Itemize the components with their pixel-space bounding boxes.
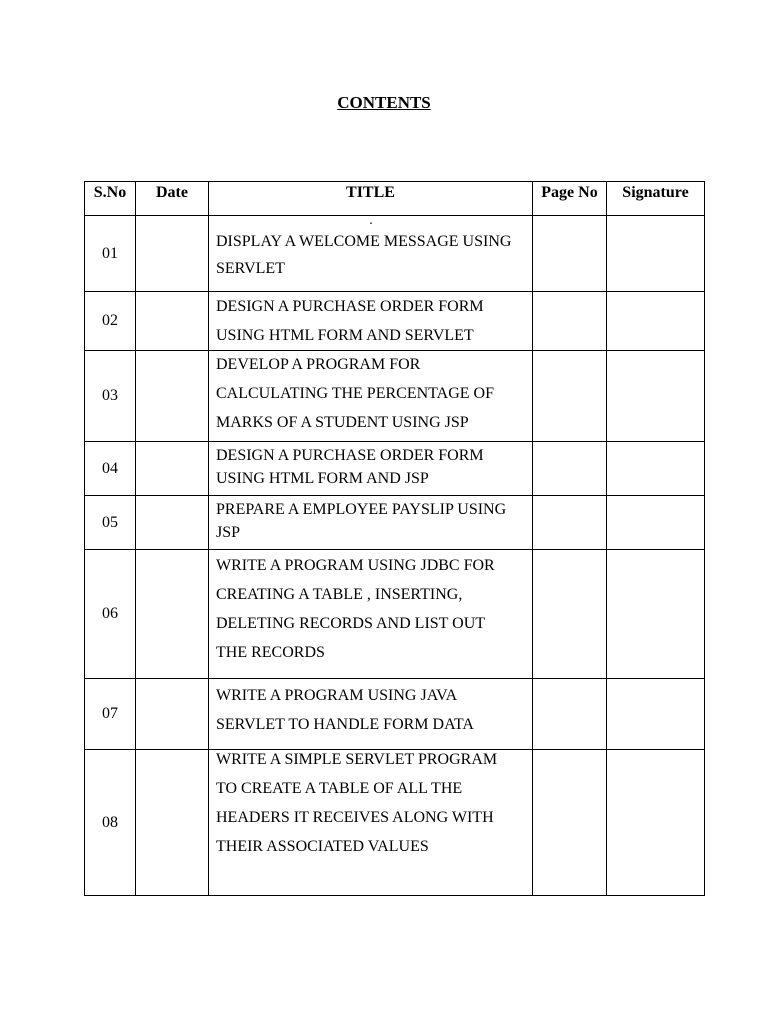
row-sno: 05 [85, 496, 136, 550]
row-date [136, 750, 209, 896]
column-header-title: TITLE [209, 182, 533, 216]
title-line: DELETING RECORDS AND LIST OUT [216, 615, 486, 632]
row-title [209, 750, 533, 896]
row-signature [607, 750, 705, 896]
row-signature [607, 442, 705, 496]
table-row [85, 679, 705, 750]
row-signature [607, 292, 705, 351]
row-title [209, 679, 533, 750]
row-sno: 07 [85, 679, 136, 750]
row-page-no [533, 750, 607, 896]
row-title [209, 496, 533, 550]
row-page-no [533, 351, 607, 442]
row-title [209, 292, 533, 351]
title-line: USING HTML FORM AND JSP [216, 470, 429, 487]
row-date [136, 550, 209, 679]
title-line: SERVLET [216, 260, 285, 277]
row-page-no [533, 496, 607, 550]
row-signature [607, 351, 705, 442]
row-sno: 06 [85, 550, 136, 679]
title-line: HEADERS IT RECEIVES ALONG WITH [216, 809, 494, 826]
column-header-page-no: Page No [533, 182, 607, 216]
title-line: WRITE A SIMPLE SERVLET PROGRAM [216, 751, 498, 768]
table-row [85, 292, 705, 351]
row-sno: 04 [85, 442, 136, 496]
table-row [85, 216, 705, 292]
row-sno: 01 [85, 216, 136, 292]
row-date [136, 292, 209, 351]
title-line: SERVLET TO HANDLE FORM DATA [216, 716, 474, 733]
contents-table [84, 181, 705, 896]
header-row [85, 182, 705, 216]
table-row [85, 496, 705, 550]
row-signature [607, 550, 705, 679]
row-signature [607, 679, 705, 750]
row-date [136, 442, 209, 496]
row-page-no [533, 216, 607, 292]
column-header-sno: S.No [85, 182, 136, 216]
row-page-no [533, 292, 607, 351]
row-date [136, 679, 209, 750]
table-row [85, 351, 705, 442]
row-title [209, 351, 533, 442]
page-title: CONTENTS [337, 93, 431, 112]
title-line: MARKS OF A STUDENT USING JSP [216, 414, 469, 431]
title-line: DEVELOP A PROGRAM FOR [216, 356, 421, 373]
row-title [209, 550, 533, 679]
table-row [85, 442, 705, 496]
row-title [209, 442, 533, 496]
row-signature [607, 216, 705, 292]
table-row [85, 550, 705, 679]
title-line: WRITE A PROGRAM USING JAVA [216, 687, 458, 704]
column-header-signature: Signature [607, 182, 705, 216]
title-line: CALCULATING THE PERCENTAGE OF [216, 385, 494, 402]
row-page-no [533, 679, 607, 750]
row-sno: 02 [85, 292, 136, 351]
title-line: USING HTML FORM AND SERVLET [216, 327, 474, 344]
row-date [136, 496, 209, 550]
title-line: THE RECORDS [216, 644, 325, 661]
row-date [136, 351, 209, 442]
row-signature [607, 496, 705, 550]
title-line: DESIGN A PURCHASE ORDER FORM [216, 447, 484, 464]
column-header-date: Date [136, 182, 209, 216]
title-line: TO CREATE A TABLE OF ALL THE [216, 780, 463, 797]
table-row [85, 750, 705, 896]
title-line: DESIGN A PURCHASE ORDER FORM [216, 298, 484, 315]
row-sno: 03 [85, 351, 136, 442]
row-page-no [533, 550, 607, 679]
row-page-no [533, 442, 607, 496]
row-date [136, 216, 209, 292]
row-sno: 08 [85, 750, 136, 896]
title-line: JSP [216, 524, 241, 541]
title-line: DISPLAY A WELCOME MESSAGE USING [216, 233, 512, 250]
title-line: PREPARE A EMPLOYEE PAYSLIP USING [216, 501, 507, 518]
title-line: WRITE A PROGRAM USING JDBC FOR [216, 557, 495, 574]
title-line: CREATING A TABLE , INSERTING, [216, 586, 463, 603]
stray-dot: . [369, 213, 373, 228]
row-title [209, 213, 533, 292]
title-line: THEIR ASSOCIATED VALUES [216, 838, 429, 855]
